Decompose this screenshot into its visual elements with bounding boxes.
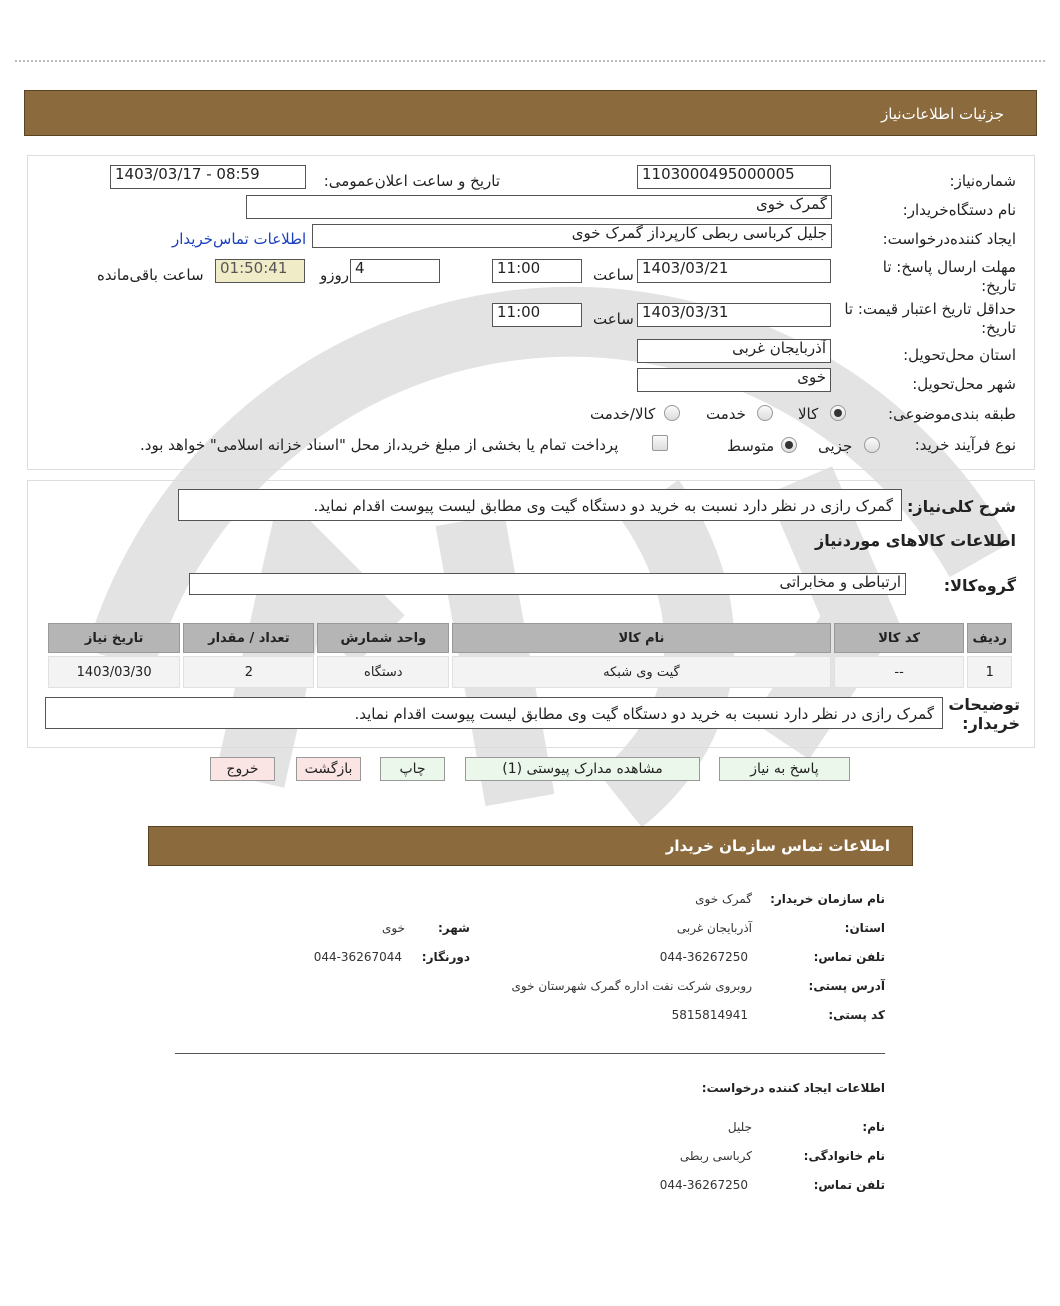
goods-group-label: گروه‌کالا: <box>943 576 1016 595</box>
deadline-label: مهلت ارسال پاسخ: تا تاریخ: <box>882 258 1016 295</box>
process-medium-radio[interactable] <box>781 437 797 453</box>
summary-field: گمرک رازی در نظر دارد نسبت به خرید دو دستگاه گیت وی مطابق لیست پیوست اقدام نماید. <box>178 489 902 521</box>
summary-label: شرح کلی‌نیاز: <box>907 497 1016 516</box>
contact-city-label: شهر: <box>438 921 470 935</box>
creator-field: جلیل کرباسی ربطی کارپرداز گمرک خوی <box>312 224 832 248</box>
creator-phone-value: 044-36267250 <box>659 1178 748 1192</box>
contact-city-value: خوی <box>381 921 405 935</box>
contact-org-label: نام سازمان خریدار: <box>770 892 885 906</box>
remaining-time-field: 01:50:41 <box>215 259 305 283</box>
creator-first-name-value: جلیل <box>727 1120 752 1134</box>
col-date-header: تاریخ نیاز <box>48 623 180 653</box>
deadline-time-label: ساعت <box>593 266 634 284</box>
contact-address-value: روبروی شرکت نفت اداره گمرک شهرستان خوی <box>511 979 752 993</box>
goods-section-title: اطلاعات کالاهای موردنیاز <box>815 531 1016 550</box>
validity-time-field: 11:00 <box>492 303 582 327</box>
contact-title: اطلاعات تماس سازمان خریدار <box>665 837 890 855</box>
deadline-time-field: 11:00 <box>492 259 582 283</box>
creator-phone-label: تلفن تماس: <box>813 1178 885 1192</box>
buyer-contact-link[interactable]: اطلاعات تماس‌خریدار <box>172 230 307 248</box>
table-row <box>48 656 1012 688</box>
col-qty-header: تعداد / مقدار <box>183 623 314 653</box>
page-title: جزئیات اطلاعات‌نیاز <box>881 105 1004 123</box>
category-goods-radio[interactable] <box>830 405 846 421</box>
contact-province-value: آذربایجان غربی <box>676 921 752 935</box>
province-label: استان محل‌تحویل: <box>903 346 1016 364</box>
contact-header-bar <box>148 826 913 866</box>
days-label: روزو <box>320 266 349 284</box>
buyer-org-label: نام دستگاه‌خریدار: <box>902 201 1016 219</box>
print-button[interactable]: چاپ <box>380 757 445 781</box>
contact-address-label: آدرس پستی: <box>808 979 885 993</box>
announce-label: تاریخ و ساعت اعلان‌عمومی: <box>323 172 500 190</box>
category-label: طبقه بندی‌موضوعی: <box>888 405 1016 423</box>
contact-province-label: استان: <box>844 921 885 935</box>
contact-phone-value: 044-36267250 <box>659 950 748 964</box>
need-number-field: 1103000495000005 <box>637 165 831 189</box>
exit-button[interactable]: خروج <box>210 757 275 781</box>
cell-name: گیت وی شبکه <box>452 656 831 688</box>
category-goods-label: کالا <box>798 405 819 423</box>
buyer-notes-field: گمرک رازی در نظر دارد نسبت به خرید دو دستگاه گیت وی مطابق لیست پیوست اقدام نماید. <box>45 697 943 729</box>
reply-button[interactable]: پاسخ به نیاز <box>719 757 850 781</box>
deadline-date-field: 1403/03/21 <box>637 259 831 283</box>
col-code-header: کد کالا <box>834 623 965 653</box>
cell-unit: دستگاه <box>317 656 449 688</box>
category-service-radio[interactable] <box>757 405 773 421</box>
creator-last-name-label: نام خانوادگی: <box>803 1149 885 1163</box>
goods-table <box>45 620 1015 691</box>
back-button[interactable]: بازگشت <box>296 757 361 781</box>
process-label: نوع فرآیند خرید: <box>914 436 1016 454</box>
creator-last-name-value: کرباسی ربطی <box>679 1149 752 1163</box>
buyer-notes-label: توضیحات خریدار: <box>948 695 1020 733</box>
cell-code: -- <box>834 656 965 688</box>
process-medium-label: متوسط <box>727 437 775 455</box>
col-name-header: نام کالا <box>452 623 831 653</box>
contact-postal-label: کد پستی: <box>828 1008 885 1022</box>
city-label: شهر محل‌تحویل: <box>912 375 1016 393</box>
goods-table-header <box>48 623 1012 653</box>
category-service-label: خدمت <box>706 405 746 423</box>
contact-org-value: گمرک خوی <box>695 892 752 906</box>
process-small-radio[interactable] <box>864 437 880 453</box>
attachments-button[interactable]: مشاهده مدارک پیوستی (1) <box>465 757 700 781</box>
contact-divider <box>175 1053 885 1054</box>
need-number-label: شماره‌نیاز: <box>949 172 1016 190</box>
contact-phone-label: تلفن تماس: <box>813 950 885 964</box>
cell-row: 1 <box>967 656 1012 688</box>
contact-fax-value: 044-36267044 <box>313 950 402 964</box>
contact-fax-label: دورنگار: <box>421 950 470 964</box>
announce-field: 1403/03/17 - 08:59 <box>110 165 306 189</box>
col-unit-header: واحد شمارش <box>317 623 449 653</box>
validity-time-label: ساعت <box>593 310 634 328</box>
goods-group-field: ارتباطی و مخابراتی <box>189 573 906 595</box>
col-row-header: ردیف <box>967 623 1012 653</box>
days-field: 4 <box>350 259 440 283</box>
creator-label: ایجاد کننده‌درخواست: <box>882 230 1016 248</box>
cell-date: 1403/03/30 <box>48 656 180 688</box>
treasury-payment-note: پرداخت تمام یا بخشی از مبلغ خرید،از محل "اسناد خزانه اسلامی" خواهد بود. <box>140 436 619 454</box>
province-field: آذربایجان غربی <box>637 339 831 363</box>
top-divider <box>15 60 1045 62</box>
category-both-radio[interactable] <box>664 405 680 421</box>
process-small-label: جزیی <box>818 437 853 455</box>
category-both-label: کالا/خدمت <box>590 405 656 423</box>
cell-qty: 2 <box>183 656 314 688</box>
details-header-bar <box>24 90 1037 136</box>
remaining-label: ساعت باقی‌مانده <box>97 266 204 284</box>
contact-postal-value: 5815814941 <box>671 1008 748 1022</box>
treasury-payment-checkbox[interactable] <box>652 435 668 451</box>
validity-date-field: 1403/03/31 <box>637 303 831 327</box>
creator-info-title: اطلاعات ایجاد کننده درخواست: <box>701 1081 885 1095</box>
validity-label: حداقل تاریخ اعتبار قیمت: تا تاریخ: <box>844 300 1016 337</box>
creator-first-name-label: نام: <box>862 1120 885 1134</box>
city-field: خوی <box>637 368 831 392</box>
buyer-org-field: گمرک خوی <box>246 195 832 219</box>
